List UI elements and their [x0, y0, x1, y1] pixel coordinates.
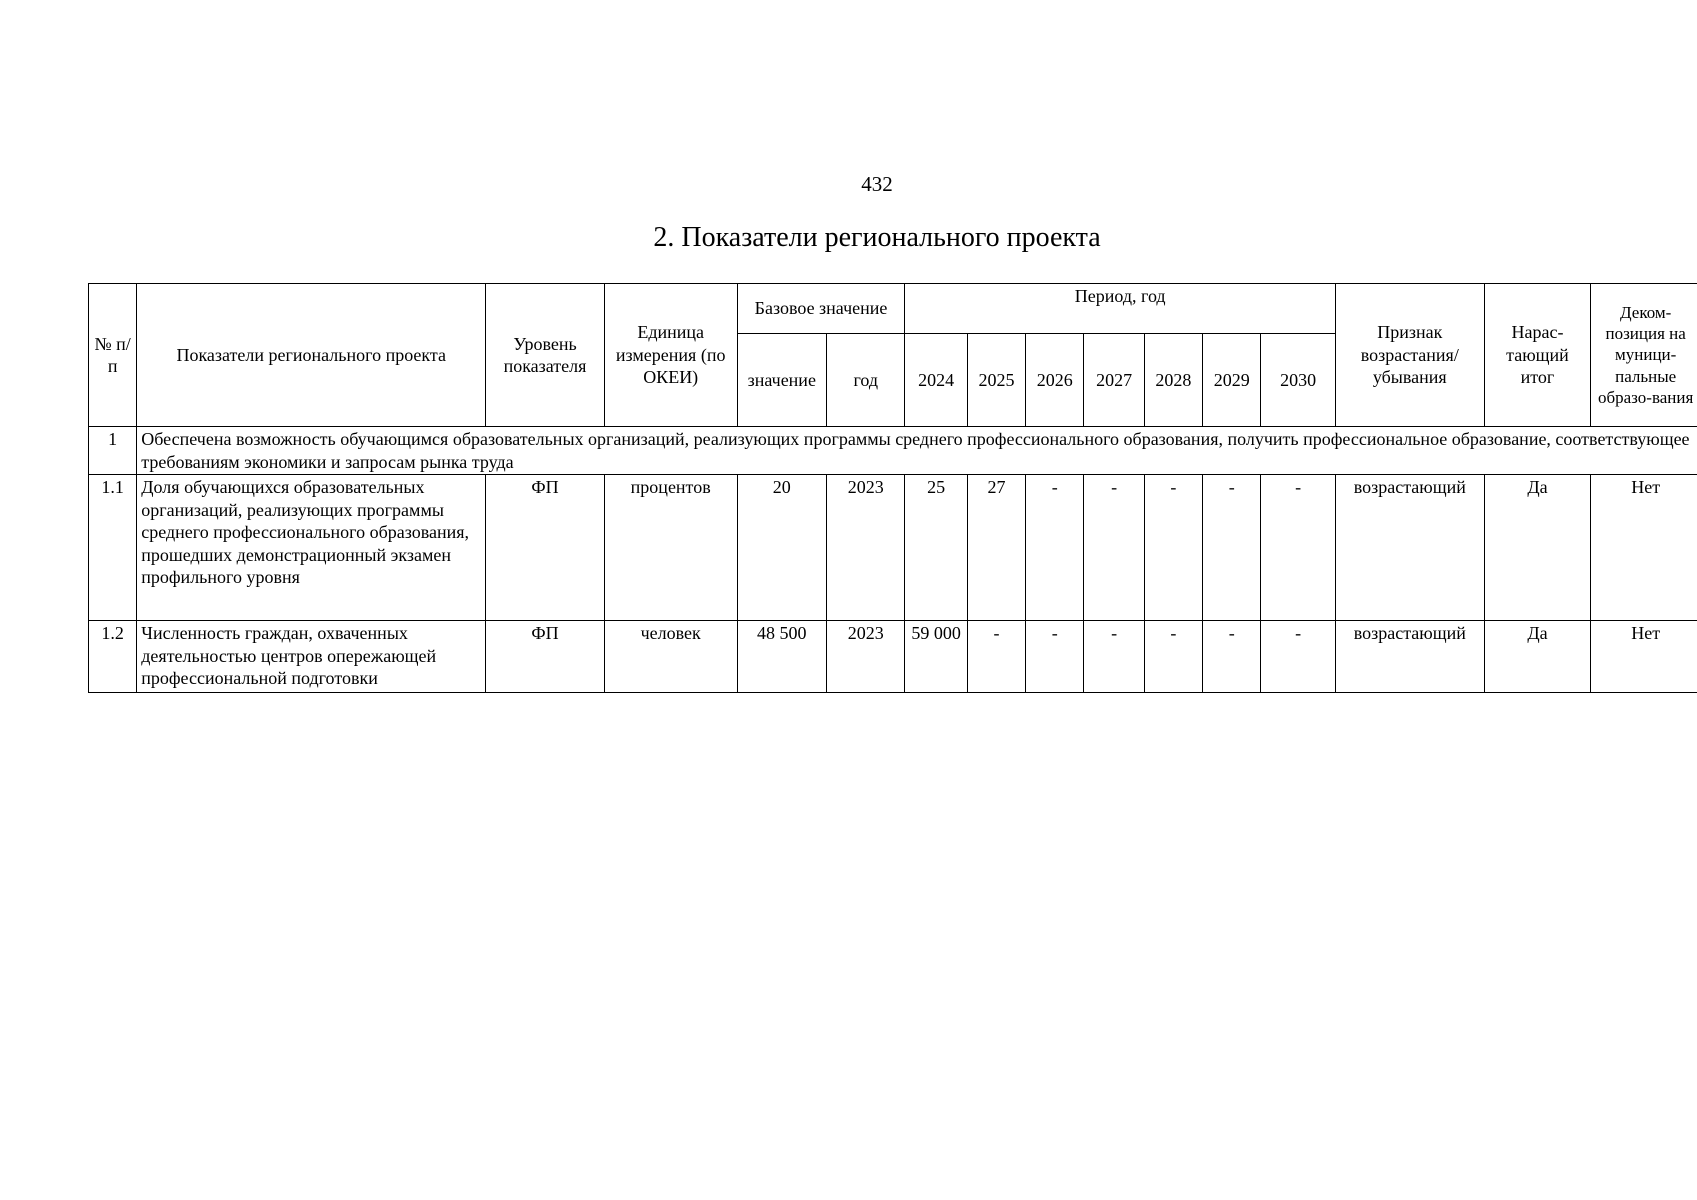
header-trend: Признак возрастания/ убывания — [1335, 284, 1484, 427]
row-year-value: - — [1026, 621, 1084, 693]
row-decomposition: Нет — [1591, 621, 1697, 693]
row-level: ФП — [486, 621, 605, 693]
row-unit: человек — [604, 621, 737, 693]
row-cumulative: Да — [1484, 475, 1591, 621]
row-year-value: - — [1084, 475, 1144, 621]
row-year-value: 59 000 — [905, 621, 967, 693]
row-year-value: - — [1261, 621, 1336, 693]
row-indicator: Доля обучающихся образовательных организаций, реализующих программы среднего профессионального образования, прошедших демонстрационный экзамен профильного уровня — [137, 475, 486, 621]
row-num: 1.2 — [89, 621, 137, 693]
row-year-value: - — [1144, 475, 1202, 621]
goal-num: 1 — [89, 427, 137, 475]
header-year: 2030 — [1261, 334, 1336, 427]
row-year-value: - — [1261, 475, 1336, 621]
row-year-value: - — [967, 621, 1025, 693]
header-base-value: значение — [737, 334, 826, 427]
row-year-value: 27 — [967, 475, 1025, 621]
goal-row — [89, 427, 1697, 475]
page-number: 432 — [861, 172, 893, 196]
header-indicator: Показатели регионального проекта — [137, 284, 486, 427]
header-level: Уровень показателя — [486, 284, 605, 427]
row-base-value: 48 500 — [737, 621, 826, 693]
header-year: 2024 — [905, 334, 967, 427]
row-num: 1.1 — [89, 475, 137, 621]
row-decomposition: Нет — [1591, 475, 1697, 621]
section-title: 2. Показатели регионального проекта — [653, 222, 1101, 253]
header-base: Базовое значение — [737, 284, 905, 334]
header-year: 2027 — [1084, 334, 1144, 427]
row-year-value: - — [1203, 475, 1261, 621]
header-year: 2026 — [1026, 334, 1084, 427]
header-unit: Единица измерения (по ОКЕИ) — [604, 284, 737, 427]
header-year: 2025 — [967, 334, 1025, 427]
header-row — [89, 284, 1697, 334]
row-year-value: - — [1084, 621, 1144, 693]
row-year-value: 25 — [905, 475, 967, 621]
header-base-year: год — [827, 334, 905, 427]
row-year-value: - — [1026, 475, 1084, 621]
row-year-value: - — [1144, 621, 1202, 693]
row-trend: возрастающий — [1335, 475, 1484, 621]
header-year: 2028 — [1144, 334, 1202, 427]
header-decomposition: Деком-позиция на муници-пальные образо-вания — [1591, 284, 1697, 427]
row-base-year: 2023 — [827, 621, 905, 693]
goal-text: Обеспечена возможность обучающимся образовательных организаций, реализующих программы среднего профессионального образования, получить профессиональное образование, соответствующее требованиям экономики и запросам рынка труда — [137, 427, 1697, 475]
row-base-value: 20 — [737, 475, 826, 621]
row-level: ФП — [486, 475, 605, 621]
header-cumulative: Нарас-тающий итог — [1484, 284, 1591, 427]
table-row — [89, 475, 1697, 621]
row-trend: возрастающий — [1335, 621, 1484, 693]
header-year: 2029 — [1203, 334, 1261, 427]
row-year-value: - — [1203, 621, 1261, 693]
row-cumulative: Да — [1484, 621, 1591, 693]
header-period: Период, год — [905, 284, 1335, 334]
row-base-year: 2023 — [827, 475, 905, 621]
header-num: № п/п — [89, 284, 137, 427]
table-row — [89, 621, 1697, 693]
row-indicator: Численность граждан, охваченных деятельностью центров опережающей профессиональной подготовки — [137, 621, 486, 693]
row-unit: процентов — [604, 475, 737, 621]
indicators-table — [88, 283, 1697, 693]
